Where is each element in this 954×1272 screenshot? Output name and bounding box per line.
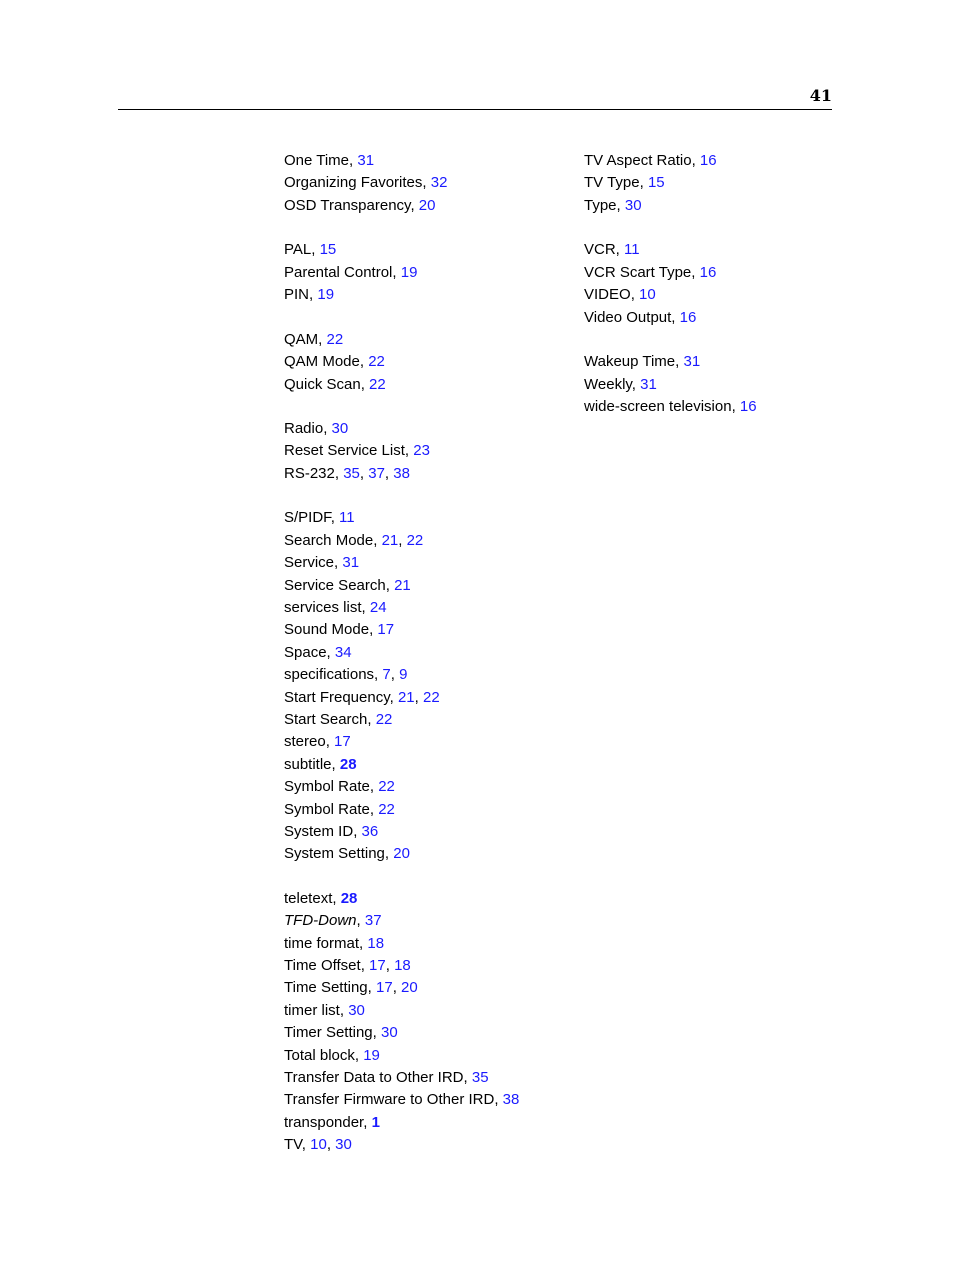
index-term: TV: [284, 1136, 302, 1154]
index-entry: VIDEO, 10: [584, 286, 656, 304]
index-term: TV Type: [584, 174, 640, 192]
index-entry: Sound Mode, 17: [284, 621, 395, 639]
page-link[interactable]: 24: [369, 599, 387, 616]
page-link[interactable]: 22: [422, 688, 440, 706]
page-number: 41: [809, 86, 832, 105]
page-link[interactable]: 15: [319, 241, 337, 259]
index-entry: timer list, 30: [284, 1001, 365, 1019]
index-entry: stereo, 17: [284, 733, 351, 751]
index-entry: Organizing Favorites, 32: [284, 174, 448, 192]
page-link[interactable]: 18: [394, 957, 411, 975]
index-term: System Setting: [284, 845, 385, 863]
index-entry: Total block, 19: [284, 1046, 380, 1064]
index-term: Time Offset: [284, 957, 361, 975]
page-link[interactable]: 30: [624, 196, 642, 214]
index-entry: RS-232, 35, 37, 38: [284, 464, 410, 482]
index-term: VIDEO: [584, 286, 631, 304]
index-term: Video Output: [584, 308, 672, 326]
page-link[interactable]: 30: [348, 1001, 365, 1019]
group-gap: [284, 307, 519, 329]
index-term: PAL: [284, 241, 312, 259]
group-gap: [584, 329, 757, 351]
page-link[interactable]: 31: [640, 375, 657, 393]
index-entry: subtitle, 28: [284, 755, 357, 773]
index-entry: Search Mode, 21, 22: [284, 531, 424, 549]
index-entry: System ID, 36: [284, 822, 379, 840]
index-entry: TV Aspect Ratio, 16: [584, 152, 717, 169]
page-link[interactable]: 22: [378, 800, 395, 818]
page-link[interactable]: 17: [376, 979, 393, 997]
index-term: stereo: [284, 733, 326, 751]
page-link[interactable]: 16: [739, 397, 757, 415]
page-link[interactable]: 7: [382, 666, 391, 684]
index-term: One Time: [284, 152, 350, 169]
index-entry: QAM, 22: [284, 330, 344, 348]
index-term: Type: [584, 196, 617, 214]
group-gap: [584, 217, 757, 239]
page-link[interactable]: 16: [699, 152, 717, 169]
index-term: Space: [284, 643, 327, 661]
index-entry: Symbol Rate, 22: [284, 778, 395, 796]
index-entry: TV, 10, 30: [284, 1136, 352, 1154]
index-column-right: [584, 150, 757, 418]
page-link[interactable]: 35: [471, 1069, 489, 1086]
index-entry: One Time, 31: [284, 152, 375, 169]
index-term: wide-screen television: [584, 397, 732, 415]
index-term: System ID: [284, 822, 354, 840]
index-entry: TV Type, 15: [584, 174, 665, 192]
index-term: S/PIDF: [284, 509, 331, 527]
index-term: QAM: [284, 330, 319, 348]
page-link[interactable]: 11: [624, 241, 640, 259]
index-term: teletext: [284, 889, 333, 907]
index-term: Symbol Rate: [284, 800, 370, 818]
index-term: subtitle: [284, 755, 332, 773]
page-link[interactable]: 35: [343, 464, 360, 482]
page-link[interactable]: 30: [380, 1024, 398, 1042]
index-entry: Service Search, 21: [284, 576, 411, 594]
index-term: VCR Scart Type: [584, 263, 692, 281]
page-link[interactable]: 10: [639, 286, 656, 304]
index-entry: S/PIDF, 11: [284, 509, 355, 527]
page-link[interactable]: 22: [406, 531, 424, 549]
page-link[interactable]: 20: [401, 979, 418, 997]
index-term: services list: [284, 599, 362, 616]
page-link[interactable]: 37: [364, 912, 382, 930]
index-term: Transfer Firmware to Other IRD: [284, 1091, 495, 1109]
index-term: Timer Setting: [284, 1024, 373, 1042]
index-term: OSD Transparency: [284, 196, 411, 214]
index-term: Radio: [284, 420, 324, 438]
index-entry: QAM Mode, 22: [284, 353, 385, 371]
index-entry: Reset Service List, 23: [284, 442, 430, 460]
index-entry: Transfer Data to Other IRD, 35: [284, 1069, 489, 1086]
page-link[interactable]: 19: [317, 286, 335, 304]
index-entry: Wakeup Time, 31: [584, 353, 701, 371]
page-link[interactable]: 31: [357, 152, 375, 169]
index-term: Organizing Favorites: [284, 174, 423, 192]
index-term: Time Setting: [284, 979, 368, 997]
page-link[interactable]: 17: [334, 733, 351, 751]
page-link[interactable]: 22: [369, 375, 386, 393]
index-term: Symbol Rate: [284, 778, 370, 796]
page-link[interactable]: 10: [310, 1136, 327, 1154]
index-term: Search Mode: [284, 531, 374, 549]
page-link[interactable]: 11: [339, 509, 355, 527]
index-term: Quick Scan: [284, 375, 361, 393]
page-link[interactable]: 38: [393, 464, 410, 482]
index-entry: Service, 31: [284, 554, 360, 572]
page-link[interactable]: 32: [430, 174, 448, 192]
index-term: Weekly: [584, 375, 632, 393]
index-term: specifications: [284, 666, 375, 684]
index-term: Reset Service List: [284, 442, 405, 460]
index-entry: services list, 24: [284, 599, 387, 616]
page-link[interactable]: 9: [399, 666, 408, 684]
index-entry: VCR, 11: [584, 241, 640, 259]
page-link[interactable]: 22: [368, 353, 385, 371]
index-term: Start Frequency: [284, 688, 390, 706]
index-term: Service Search: [284, 576, 386, 594]
page-link[interactable]: 31: [342, 554, 360, 572]
index-term: Transfer Data to Other IRD: [284, 1069, 464, 1086]
page-link[interactable]: 23: [413, 442, 430, 460]
index-entry: Type, 30: [584, 196, 642, 214]
index-entry: teletext, 28: [284, 889, 358, 907]
index-term: Parental Control: [284, 263, 393, 281]
page-link[interactable]: 22: [378, 778, 395, 796]
page-link[interactable]: 17: [369, 957, 386, 975]
page-link[interactable]: 22: [375, 710, 393, 728]
index-entry: Time Offset, 17, 18: [284, 957, 411, 975]
page-link[interactable]: 19: [363, 1046, 380, 1064]
page-link[interactable]: 37: [368, 464, 385, 482]
index-entry: Quick Scan, 22: [284, 375, 386, 393]
index-entry: Weekly, 31: [584, 375, 657, 393]
page-link[interactable]: 21: [397, 688, 415, 706]
page-link[interactable]: 34: [334, 643, 352, 661]
index-entry: Transfer Firmware to Other IRD, 38: [284, 1091, 520, 1109]
page-link[interactable]: 21: [394, 576, 411, 594]
page-link[interactable]: 20: [418, 196, 436, 214]
page-link[interactable]: 31: [683, 353, 701, 371]
index-entry: VCR Scart Type, 16: [584, 263, 717, 281]
index-entry: Space, 34: [284, 643, 352, 661]
index-entry: Radio, 30: [284, 420, 349, 438]
index-term: transponder: [284, 1113, 364, 1131]
page-link[interactable]: 19: [400, 263, 418, 281]
index-term: Wakeup Time: [584, 353, 676, 371]
index-term: time format: [284, 934, 360, 952]
index-entry: PAL, 15: [284, 241, 337, 259]
index-term: Total block: [284, 1046, 355, 1064]
page-link[interactable]: 20: [393, 845, 410, 863]
group-gap: [284, 217, 519, 239]
page-link[interactable]: 15: [647, 174, 665, 192]
index-term: QAM Mode: [284, 353, 360, 371]
header-rule: [118, 109, 832, 110]
index-term: Service: [284, 554, 335, 572]
page-link[interactable]: 16: [699, 263, 717, 281]
page-link[interactable]: 1: [371, 1113, 380, 1131]
page-link[interactable]: 36: [361, 822, 379, 840]
page-link[interactable]: 38: [502, 1091, 520, 1109]
page-link[interactable]: 30: [331, 420, 349, 438]
index-term: Sound Mode: [284, 621, 370, 639]
page-link[interactable]: 28: [339, 755, 357, 773]
index-term: RS-232: [284, 464, 335, 482]
index-entry: Start Search, 22: [284, 710, 393, 728]
page-link[interactable]: 28: [340, 889, 358, 907]
group-gap: [284, 485, 519, 507]
index-entry: Video Output, 16: [584, 308, 697, 326]
index-term: TFD-Down: [284, 912, 357, 930]
page-link[interactable]: 21: [381, 531, 399, 549]
index-column-left: [284, 150, 519, 1157]
index-entry: specifications, 7, 9: [284, 666, 408, 684]
index-entry: wide-screen television, 16: [584, 397, 757, 415]
page-link[interactable]: 17: [377, 621, 395, 639]
page-link[interactable]: 16: [679, 308, 697, 326]
index-entry: time format, 18: [284, 934, 385, 952]
index-entry: Symbol Rate, 22: [284, 800, 395, 818]
index-entry: Start Frequency, 21, 22: [284, 688, 440, 706]
index-term: PIN: [284, 286, 310, 304]
group-gap: [284, 866, 519, 888]
index-entry: Parental Control, 19: [284, 263, 418, 281]
page-link[interactable]: 18: [367, 934, 385, 952]
group-gap: [284, 396, 519, 418]
index-term: timer list: [284, 1001, 340, 1019]
page-link[interactable]: 30: [335, 1136, 352, 1154]
index-entry: OSD Transparency, 20: [284, 196, 436, 214]
index-entry: System Setting, 20: [284, 845, 410, 863]
index-term: Start Search: [284, 710, 368, 728]
index-entry: Time Setting, 17, 20: [284, 979, 418, 997]
page-link[interactable]: 22: [326, 330, 344, 348]
index-term: VCR: [584, 241, 616, 259]
index-entry: Timer Setting, 30: [284, 1024, 398, 1042]
index-entry: transponder, 1: [284, 1113, 380, 1131]
index-entry: TFD-Down, 37: [284, 912, 382, 930]
index-term: TV Aspect Ratio: [584, 152, 692, 169]
index-entry: PIN, 19: [284, 286, 335, 304]
